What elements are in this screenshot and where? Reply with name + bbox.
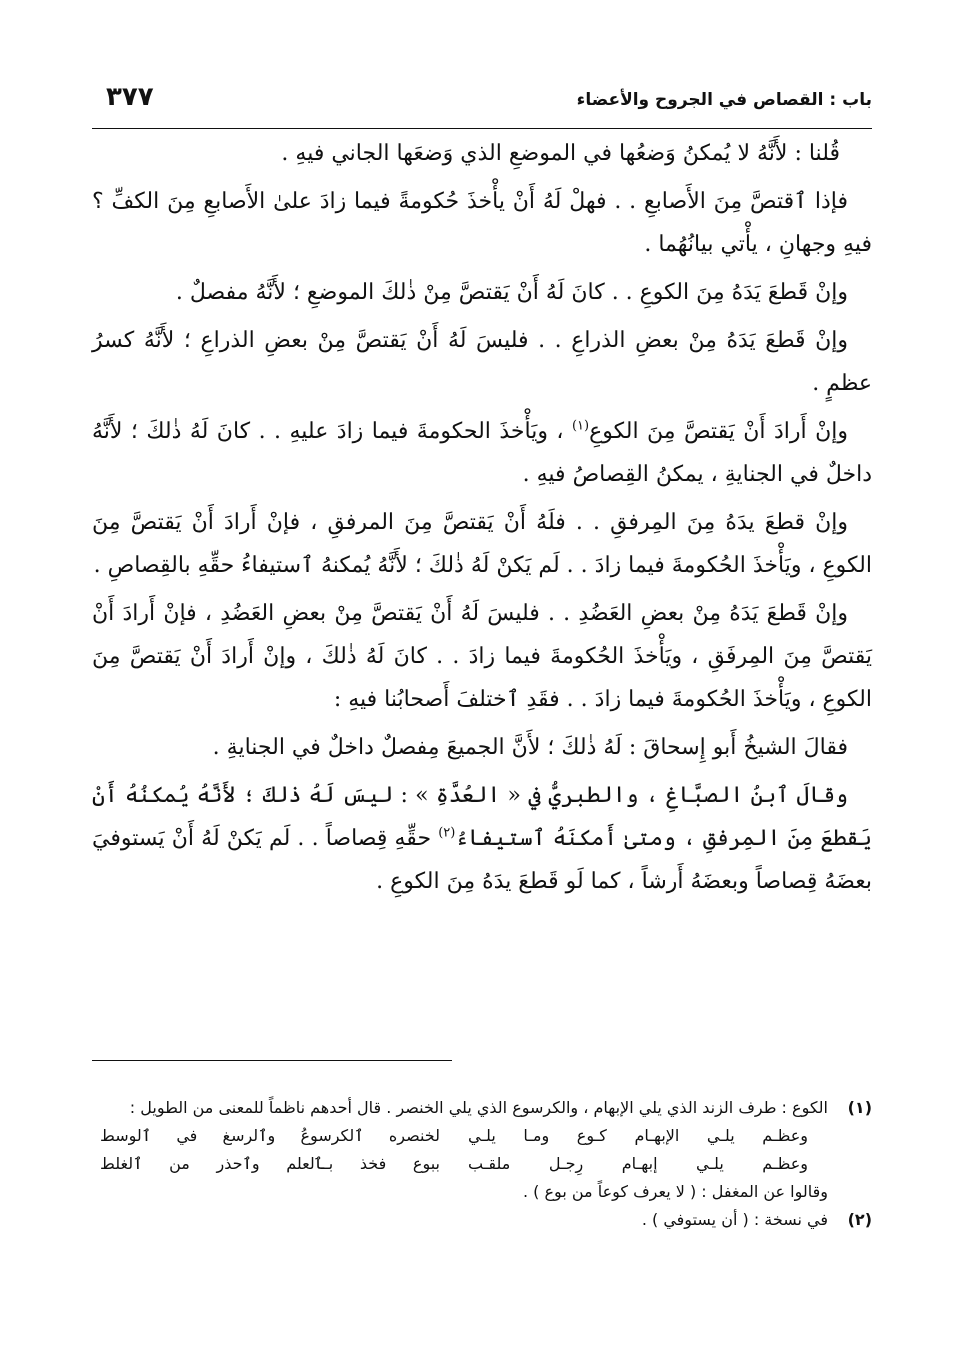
header-divider xyxy=(92,128,872,129)
verse-hemistich: وعظـم يلـي الإبهـام كـوع ومـا يلـي xyxy=(468,1126,808,1145)
verse-line-2 xyxy=(92,1150,872,1178)
paragraph-2: فإذا ٱقتصَّ مِنَ الأَصابعِ . . فهلْ لَهُ أَنْ يأْخذَ حُكومةً فيما زادَ علىٰ الأَصابعِ مِنَ الكفِّ ؟ فيهِ وجهانِ ، يأْتي بيانُهُما . xyxy=(92,189,872,257)
footnote-number: (١) xyxy=(847,1098,872,1117)
verse-line-1 xyxy=(92,1122,872,1150)
footnote-number: (٢) xyxy=(847,1210,872,1229)
footnote-2 xyxy=(92,1206,872,1234)
paragraph-1: قُلنا : لأَنَّهُ لا يُمكنُ وَضعُها في الموضعِ الذي وَضعَها الجاني فيهِ . xyxy=(281,141,840,166)
footnote-tail: وقالوا عن المغفل : ( لا يعرف كوعاً من بوع ) . xyxy=(523,1182,828,1201)
paragraph-7: وإنْ قَطعَ يَدَهُ مِنْ بعضِ العَضُدِ . . فليسَ لَهُ أَنْ يَقتصَّ مِنْ بعضِ العَضُدِ ، فإنْ أَرادَ أَنْ يَقتصَّ مِنَ المِرفَقِ ، ويَأْخذَ الحُكومةَ فيما زادَ . . كانَ لَهُ ذٰلكَ ، وإنْ أَرادَ أَنْ يَقتصَّ مِنَ الكوعِ ، ويَأْخذَ الحُكومةَ فيما زادَ . . فقَدِ ٱختلفَ أَصحابُنا فيهِ : xyxy=(92,601,872,712)
running-header xyxy=(92,80,872,120)
footnote-divider xyxy=(92,1060,452,1061)
footnote-ref-2[interactable]: (٢) xyxy=(438,825,456,841)
chapter-title: باب : القصاص في الجروح والأعضاء xyxy=(576,90,872,110)
paragraph-6: وإنْ قطعَ يدَهُ مِنَ المِرفقِ . . فلَهُ أَنْ يَقتصَّ مِنَ المرفقِ ، فإنْ أَرادَ أَنْ يَقتصَّ مِنَ الكوعِ ، ويَأْخذَ الحُكومةَ فيما زادَ . . لَم يَكنْ لَهُ ذٰلكَ ؛ لأَنَّهُ يُمكنهُ ٱستيفاءُ حقِّهِ بالقِصاصِ . xyxy=(92,510,872,578)
paragraph-9: وقالَ ٱبنُ الصبَّاغِ ، والطبريُّ في « العُدَّةِ » : ليسَ لَهُ ذٰلكَ ؛ لأَنَّهُ يُمكنُهُ أَنْ يَقطعَ مِنَ المِرفقِ ، ومتىٰ أَمكنَهُ ٱستيفاءُ$^{(٢)}$ حقِّهِ قِصاصاً . . لَم يَكنْ لَهُ أَنْ يَستوفيَ بعضَهُ قِصاصاً وبعضَهُ أَرشاً ، كما لَو قَطعَ يدَهُ مِنَ الكوعِ . xyxy=(92,783,872,894)
paragraph-3: وإنْ قَطعَ يَدَهُ مِنَ الكوعِ . . كانَ لَهُ أَنْ يَقتصَّ مِنْ ذٰلكَ الموضعِ ؛ لأَنَّهُ مفصلٌ . xyxy=(175,280,848,305)
footnote-text: الكوع : طرف الزند الذي يلي الإبهام ، والكرسوع الذي يلي الخنصر . قال أحدهم ناظماً للمعنى من الطويل : xyxy=(129,1098,828,1117)
book-page xyxy=(92,72,872,1342)
paragraph-4: وإنْ قَطعَ يَدَهُ مِنْ بعضِ الذراعِ . . فليسَ لَهُ أَنْ يَقتصَّ مِنْ بعضِ الذراعِ ؛ لأَنَّهُ كسرُ عظمٍ . xyxy=(92,328,872,396)
verse-hemistich: ببوع فخذ بـٱلعلم وٱحذر من ٱلغلط xyxy=(100,1154,440,1173)
verse-hemistich: وعظـم يلـي إبهـام رِجـل ملقـب xyxy=(468,1154,808,1173)
page-number: ٣٧٧ xyxy=(106,82,154,112)
paragraph-8: فقالَ الشيخُ أَبو إِسحاقَ : لَهُ ذٰلكَ ؛ لأَنَّ الجميعَ مِفصلٌ داخلٌ في الجنايةِ . xyxy=(212,735,848,760)
footnotes xyxy=(92,1094,872,1234)
verse-hemistich: لخنصره ٱلكرسوعُ وٱلرسغ في ٱلوسط xyxy=(100,1126,440,1145)
footnote-ref-1[interactable]: (١) xyxy=(571,418,590,434)
footnote-text: في نسخة : ( أن يستوفي ) . xyxy=(641,1210,828,1229)
footnote-1 xyxy=(92,1094,872,1122)
paragraph-5: وإنْ أَرادَ أَنْ يَقتصَّ مِنَ الكوعِ$^{(١)}$ ، ويَأْخذَ الحكومةَ فيما زادَ عليهِ . . كانَ لَهُ ذٰلكَ ؛ لأَنَّهُ داخلٌ في الجنايةِ ، يمكنُ القِصاصُ فيهِ . xyxy=(92,418,872,487)
main-text xyxy=(92,132,872,908)
